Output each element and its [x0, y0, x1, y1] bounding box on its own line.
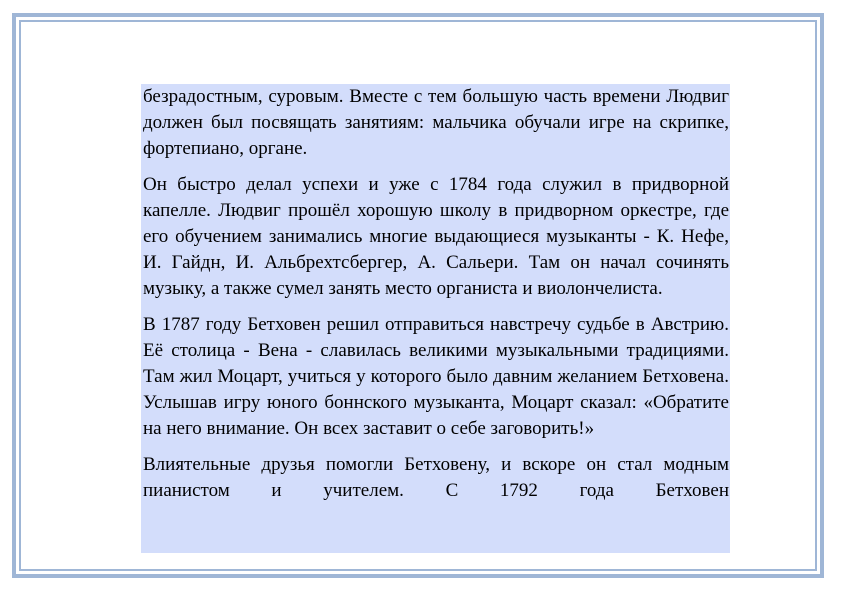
text-block — [141, 84, 730, 553]
paragraph-2: Он быстро делал успехи и уже с 1784 года служил в придворной капелле. Людвиг прошёл хорошую школу в придворном оркестре, где его обучением занимались многие выдающиеся музыканты - К. Нефе, И. Гайдн, И. Альбрехтсбергер, А. Сальери. Там он начал сочинять музыку, а также сумел занять место органиста и виолончелиста. — [143, 174, 729, 299]
paragraph-3: В 1787 году Бетховен решил отправиться навстречу судьбе в Австрию. Её столица - Вена - славилась великими музыкальными традициями. Там жил Моцарт, учиться у которого было давним желанием Бетховена. Услышав игру юного боннского музыканта, Моцарт сказал: «Обратите на него внимание. Он всех заставит о себе заговорить!» — [143, 314, 729, 439]
paragraph-4: Влиятельные друзья помогли Бетховену, и вскоре он стал модным пианистом и учителем. С 1792 года Бетховен — [143, 454, 729, 501]
paragraph-1: безрадостным, суровым. Вместе с тем большую часть времени Людвиг должен был посвящать занятиям: мальчика обучали игре на скрипке, фортепиано, органе. — [143, 86, 729, 159]
